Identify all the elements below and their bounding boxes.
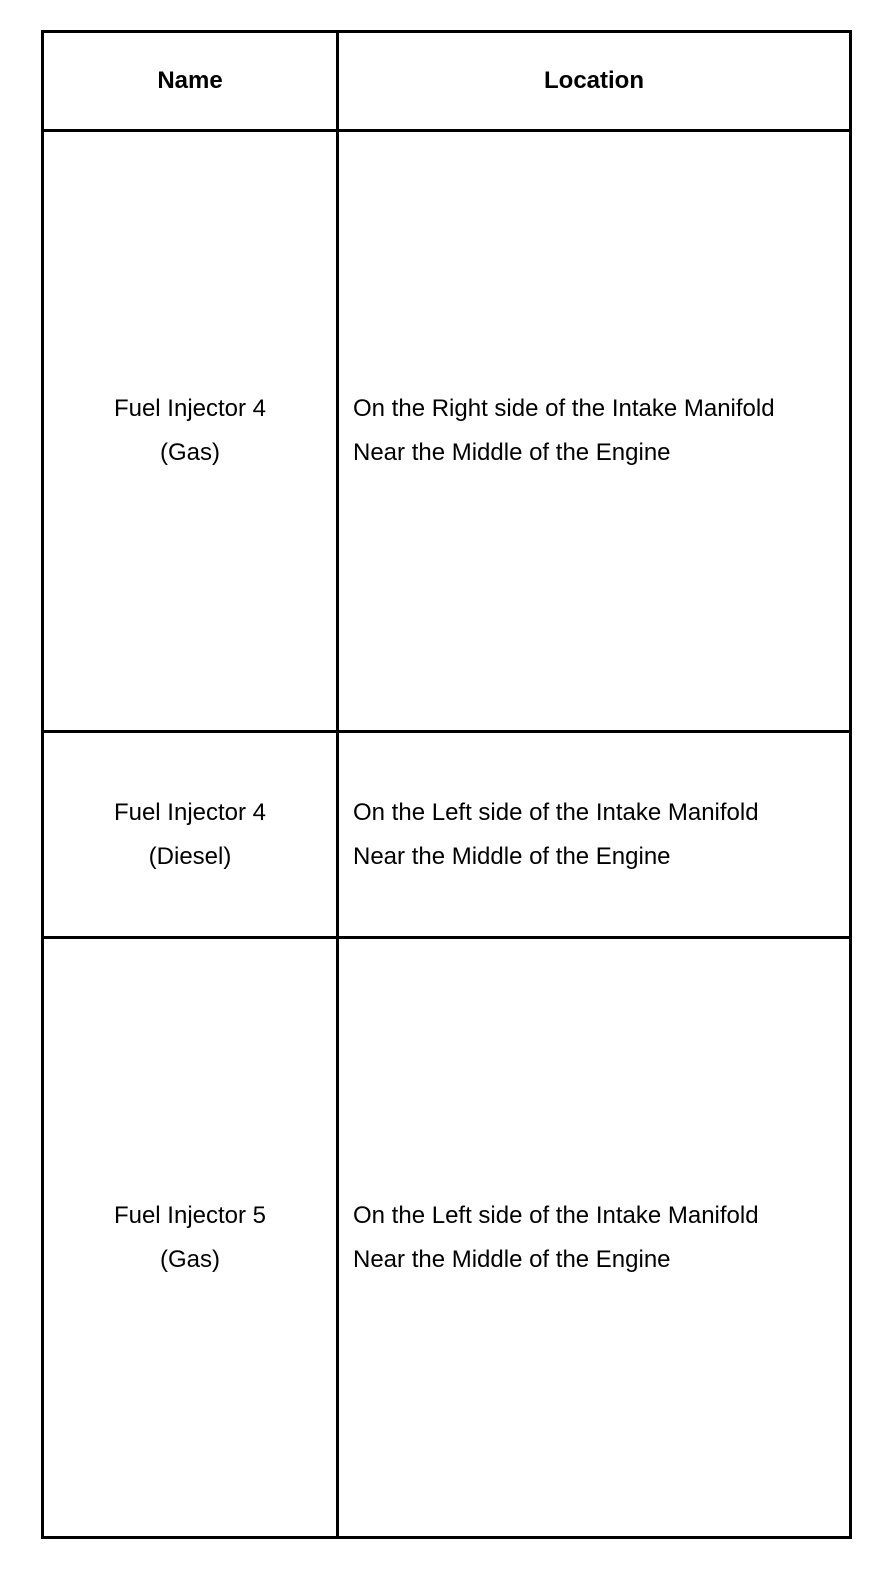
table-row xyxy=(43,938,851,1538)
name-line: Fuel Injector 5 xyxy=(113,1201,267,1229)
location-cell: On the Left side of the Intake Manifold Near the Middle of the Engine xyxy=(338,938,851,1538)
component-location-table xyxy=(41,30,852,1539)
header-row xyxy=(43,32,851,131)
table-row xyxy=(43,131,851,732)
table-row xyxy=(43,732,851,938)
header-location: Location xyxy=(338,32,851,131)
name-qualifier: (Gas) xyxy=(160,1245,220,1273)
name-qualifier: (Diesel) xyxy=(148,842,232,870)
location-cell: On the Left side of the Intake Manifold Near the Middle of the Engine xyxy=(338,732,851,938)
name-cell xyxy=(43,131,338,732)
name-cell xyxy=(43,938,338,1538)
name-cell xyxy=(43,732,338,938)
name-qualifier: (Gas) xyxy=(160,439,220,466)
name-line: Fuel Injector 4 xyxy=(113,798,267,826)
location-cell: On the Right side of the Intake Manifold Near the Middle of the Engine xyxy=(338,131,851,732)
header-name: Name xyxy=(43,32,338,131)
name-line: Fuel Injector 4 xyxy=(113,395,267,422)
